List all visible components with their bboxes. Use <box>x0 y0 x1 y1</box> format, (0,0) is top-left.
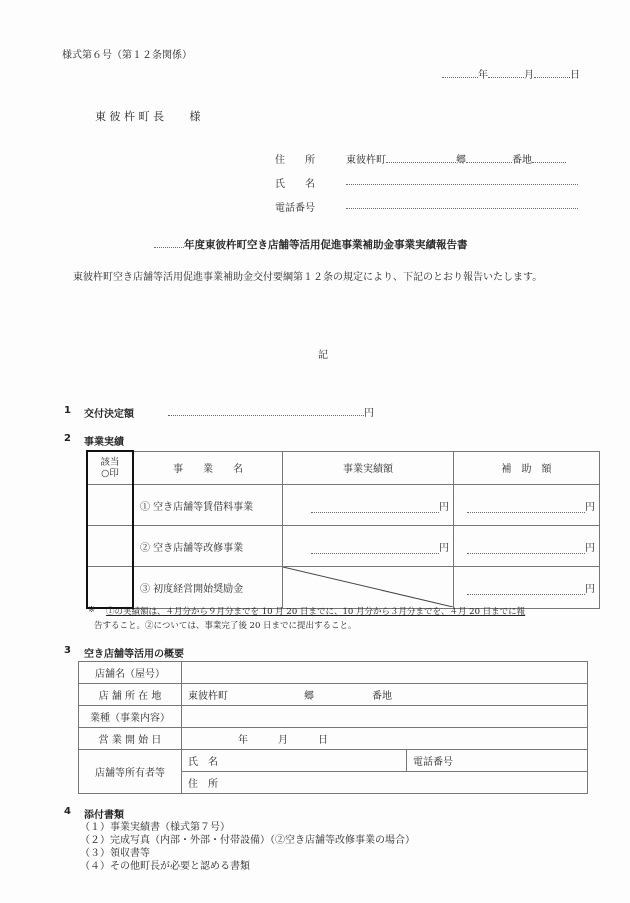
owner-label: 店舗等所有者等 <box>79 750 182 794</box>
table-header-row <box>87 451 600 485</box>
actual-amount-cell[interactable]: 円 <box>283 485 454 526</box>
shop-name-label: 店舗名（屋号） <box>79 662 182 684</box>
name-field[interactable] <box>346 175 578 188</box>
yen-unit: 円 <box>364 408 374 419</box>
mark-cell[interactable] <box>87 526 133 567</box>
phone-field[interactable] <box>346 199 578 212</box>
actual-amount-cell-na <box>283 567 454 609</box>
shop-overview-table <box>78 661 588 794</box>
shop-name-field[interactable] <box>182 662 588 684</box>
business-type-label: 業種（事業内容） <box>79 706 182 728</box>
owner-phone-field[interactable]: 電話番号 <box>407 750 588 772</box>
section1-number: 1 <box>64 405 71 416</box>
table-row <box>87 485 600 526</box>
month-blank[interactable] <box>488 68 524 78</box>
section3-number: 3 <box>64 645 71 656</box>
address-label: 住 所 <box>275 155 315 166</box>
table-row <box>79 684 588 706</box>
year-blank[interactable] <box>442 68 478 78</box>
year-label: 年 <box>478 70 488 81</box>
attachments-list <box>80 821 415 873</box>
date-line <box>442 66 580 81</box>
phone-label: 電話番号 <box>275 203 315 214</box>
subsidy-amount-cell[interactable]: 円 <box>454 567 600 609</box>
note-mark: ※ <box>88 605 96 615</box>
owner-address-field[interactable]: 住 所 <box>182 772 588 794</box>
section2-number: 2 <box>64 433 71 444</box>
address-go: 郷 <box>456 155 466 166</box>
attachment-item: （３）領収書等 <box>80 848 150 859</box>
table-row <box>79 728 588 750</box>
mark-cell[interactable] <box>87 567 133 609</box>
note-line-1: ①の実績額は、４月分から９月分までを 10 月 20 日までに、10 月分から３月分までを、４月 20 日までに報 <box>106 607 526 617</box>
start-date-label: 営 業 開 始 日 <box>79 728 182 750</box>
fiscal-year-blank[interactable] <box>154 238 184 248</box>
table-row <box>87 567 600 609</box>
diagonal-line <box>283 567 453 607</box>
table-row <box>87 526 600 567</box>
subsidy-amount-header: 補 助 額 <box>454 451 600 485</box>
business-name: ① 空き店舗等賃借料事業 <box>133 485 283 526</box>
grant-amount-field[interactable] <box>168 404 374 419</box>
section4-label: 添付書類 <box>84 810 124 821</box>
table-row <box>79 706 588 728</box>
mark-cell[interactable] <box>87 485 133 526</box>
subsidy-amount-cell[interactable]: 円 <box>454 485 600 526</box>
addressee: 東 彼 杵 町 長 様 <box>95 110 201 123</box>
mark-header: 該当 ○印 <box>87 451 133 485</box>
business-name: ② 空き店舗等改修事業 <box>133 526 283 567</box>
section3-label: 空き店舗等活用の概要 <box>84 649 184 660</box>
subsidy-amount-cell[interactable]: 円 <box>454 526 600 567</box>
day-blank[interactable] <box>534 68 570 78</box>
month-label: 月 <box>524 70 534 81</box>
business-results-table <box>86 450 600 609</box>
form-number: 様式第６号（第１２条関係） <box>62 50 192 61</box>
section1-label: 交付決定額 <box>84 409 134 420</box>
name-label: 氏 名 <box>275 179 315 190</box>
business-name: ③ 初度経営開始奨励金 <box>133 567 283 609</box>
attachment-item: （４）その他町長が必要と認める書類 <box>80 861 250 872</box>
location-label: 店 舗 所 在 地 <box>79 684 182 706</box>
business-type-field[interactable] <box>182 706 588 728</box>
attachment-item: （１）事業実績書（様式第７号） <box>80 822 230 833</box>
table-row <box>79 662 588 684</box>
page-title <box>154 237 468 252</box>
table-row <box>79 750 588 772</box>
owner-name-field[interactable]: 氏 名 <box>182 750 407 772</box>
business-name-header: 事 業 名 <box>133 451 283 485</box>
address-field[interactable] <box>346 151 566 166</box>
start-date-field[interactable]: 年 月 日 <box>182 728 588 750</box>
title-text: 年度東彼杵町空き店舗等活用促進事業補助金事業実績報告書 <box>184 239 468 251</box>
location-field[interactable]: 東彼杵町 郷 番地 <box>182 684 588 706</box>
section4-number: 4 <box>64 806 71 817</box>
actual-amount-header: 事業実績額 <box>283 451 454 485</box>
note-line-2: 告すること。②については、事業完了後 20 日までに提出すること。 <box>94 621 357 631</box>
actual-amount-cell[interactable]: 円 <box>283 526 454 567</box>
day-label: 日 <box>570 70 580 81</box>
address-town: 東彼杵町 <box>346 155 386 166</box>
section2-label: 事業実績 <box>84 437 124 448</box>
address-banchi: 番地 <box>512 155 532 166</box>
attachment-item: （２）完成写真（内部・外部・付帯設備）（②空き店舗等改修事業の場合） <box>80 835 415 846</box>
ki-label: 記 <box>318 350 328 361</box>
body-text: 東彼杵町空き店舗等活用促進事業補助金交付要綱第１２条の規定により、下記のとおり報告いたします。 <box>73 272 543 283</box>
